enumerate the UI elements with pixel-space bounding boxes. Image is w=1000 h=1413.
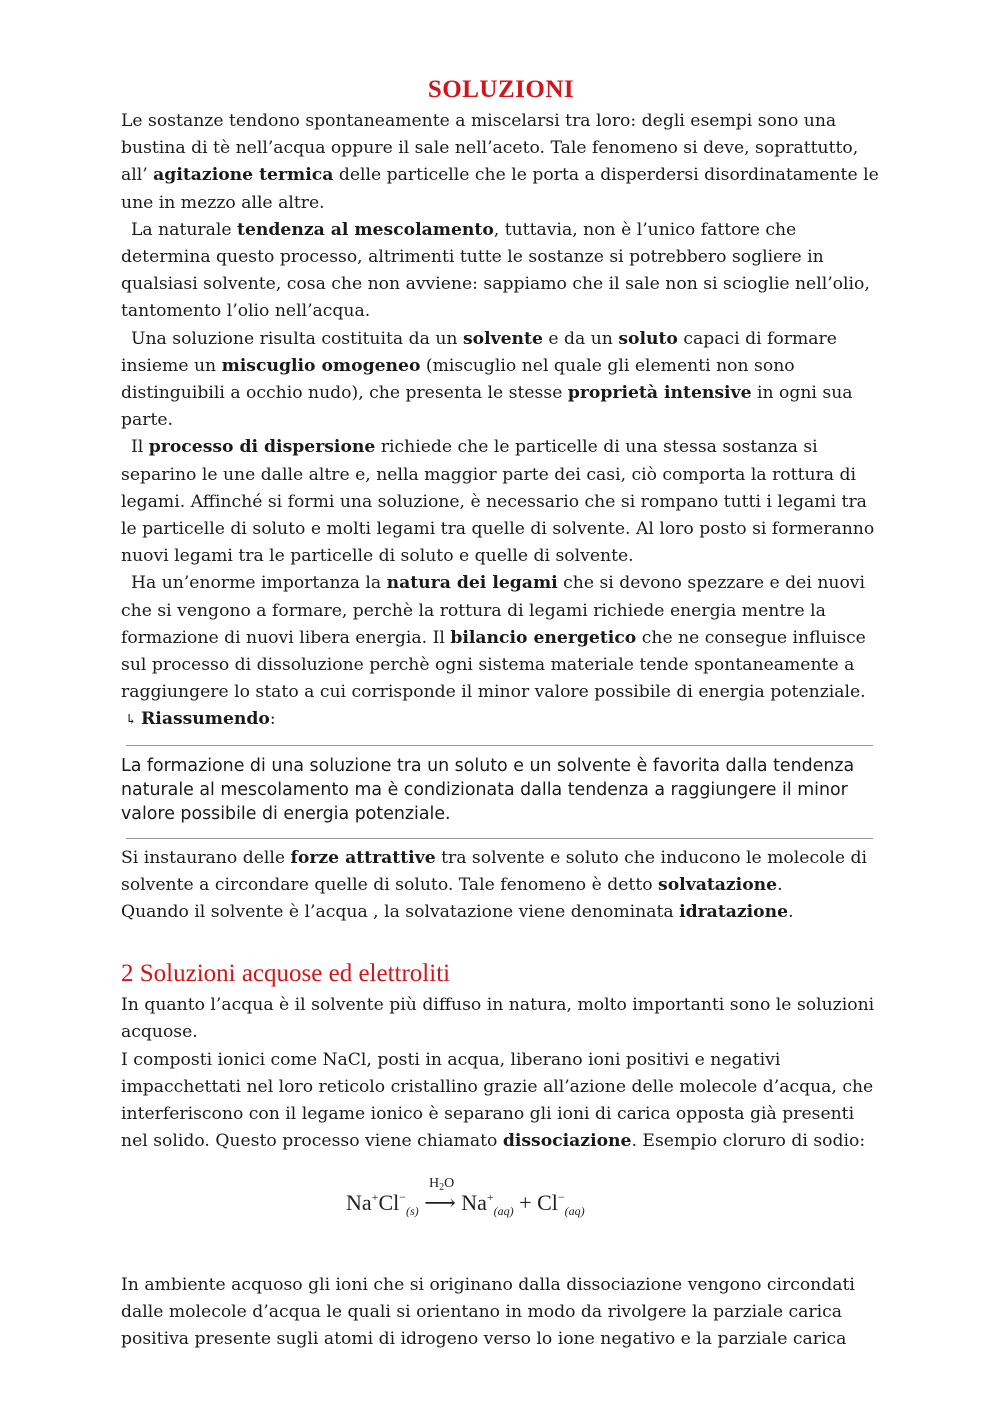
intro-paragraph-1: Le sostanze tendono spontaneamente a miscelarsi tra loro: degli esempi sono una bustina di tè nell’acqua oppure il sale nell’aceto. Tale fenomeno si deve, soprattutto, all’ agitazione termica delle particelle che le porta a disperdersi disordinatamente le une in mezzo alle altre.: [121, 111, 879, 213]
bold-term: natura dei legami: [386, 573, 558, 594]
solvation-paragraph: Si instaurano delle forze attrattive tra solvente e soluto che inducono le molecole di solvente a circondare quelle di soluto. Tale fenomeno è detto solvatazione.: [121, 847, 868, 895]
return-arrow-icon: ↳: [125, 712, 137, 729]
bold-term: solvatazione: [658, 874, 778, 895]
bold-term: tendenza al mescolamento: [237, 219, 494, 240]
section-number: 2: [121, 960, 134, 988]
riassumendo-line: ↳ Riassumendo:: [121, 706, 881, 734]
section-title: Soluzioni acquose ed elettroliti: [139, 960, 451, 988]
summary-bottom-divider: [126, 838, 873, 839]
equation-main: $Na^+Cl^-_{(s)}$ ⟶ $Na^+_{(aq)} + Cl^-_{(aq)}$: [346, 1189, 585, 1218]
reaction-arrow-icon: ⟶: [424, 1189, 456, 1215]
section-heading: [121, 956, 881, 992]
summary-text: La formazione di una soluzione tra un soluto e un solvente è favorita dalla tendenza naturale al mescolamento ma è condizionata dalla tendenza a raggiungere il minor valore possibile di energia potenziale.: [121, 755, 855, 824]
hydration-paragraph: Quando il solvente è l’acqua , la solvatazione viene denominata idratazione.: [121, 902, 794, 923]
intro-paragraph-4: Il processo di dispersione richiede che le particelle di una stessa sostanza si separino le une dalle altre e, nella maggior parte dei casi, ciò comporta la rottura di legami. Affinché si formi una soluzione, è necessario che si rompano tutti i legami tra le particelle di soluto e molti legami tra quelle di solvente. Al loro posto si formeranno nuovi legami tra le particelle di soluto e quelle di solvente.: [121, 437, 875, 567]
bold-term: soluto: [618, 328, 678, 349]
riassumendo-label: Riassumendo: [141, 709, 270, 730]
bold-term: idratazione: [679, 902, 789, 923]
bold-term: dissociazione: [502, 1131, 632, 1152]
section-paragraph-2: I composti ionici come NaCl, posti in acqua, liberano ioni positivi e negativi impacchettati nel loro reticolo cristallino grazie all’azione delle molecole d’acqua, che interferiscono con il legame ionico è separano gli ioni di carica opposta già presenti nel solido. Questo processo viene chiamato dissociazione. Esempio cloruro di sodio:: [121, 1049, 874, 1152]
equation-arrow-label: $H_2O$: [429, 1175, 455, 1193]
intro-paragraph-3: Una soluzione risulta costituita da un solvente e da un soluto capaci di formare insieme un miscuglio omogeneo (miscuglio nel quale gli elementi non sono distinguibili a occhio nudo), che presenta le stesse proprietà intensive in ogni sua parte.: [121, 328, 853, 431]
bold-term: bilancio energetico: [450, 627, 637, 648]
final-paragraph: In ambiente acquoso gli ioni che si originano dalla dissociazione vengono circondati dalle molecole d’acqua le quali si orientano in modo da rivolgere la parziale carica positiva presente sugli atomi di idrogeno verso lo ione negativo e la parziale carica: [121, 1274, 855, 1349]
section-paragraph-1: In quanto l’acqua è il solvente più diffuso in natura, molto importanti sono le soluzioni acquose.: [121, 995, 875, 1043]
summary-box: [121, 745, 881, 839]
intro-paragraph-5: Ha un’enorme importanza la natura dei legami che si devono spezzare e dei nuovi che si vengono a formare, perchè la rottura di legami richiede energia mentre la formazione di nuovi libera energia. Il bilancio energetico che ne consegue influisce sul processo di dissoluzione perchè ogni sistema materiale tende spontaneamente a raggiungere lo stato a cui corrisponde il minor valore possibile di energia potenziale.: [121, 573, 866, 703]
bold-term: proprietà intensive: [567, 383, 752, 404]
document-body: [121, 72, 881, 1353]
bold-term: solvente: [462, 328, 543, 349]
page-title: SOLUZIONI: [427, 76, 575, 103]
dissociation-equation: [121, 1170, 881, 1250]
bold-term: processo di dispersione: [148, 437, 376, 458]
intro-paragraph-2: La naturale tendenza al mescolamento, tuttavia, non è l’unico fattore che determina questo processo, altrimenti tutte le sostanze si potrebbero sogliere in qualsiasi solvente, cosa che non avviene: sappiamo che il sale non si scioglie nell’olio, tantomento l’olio nell’acqua.: [121, 219, 870, 322]
bold-term: forze attrattive: [290, 847, 436, 868]
bold-term: miscuglio omogeneo: [221, 355, 421, 376]
bold-term: agitazione termica: [153, 165, 334, 186]
